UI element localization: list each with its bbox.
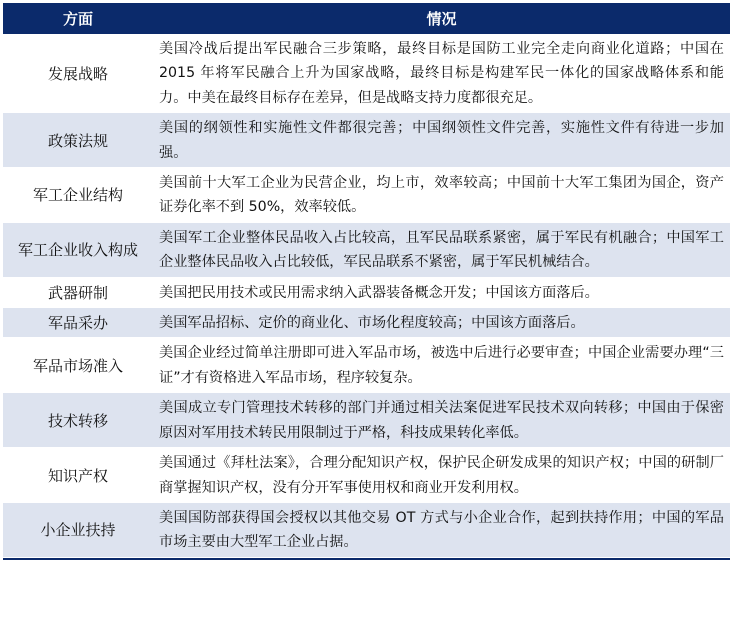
row-aspect: 军工企业收入构成 <box>17 241 138 260</box>
row-detail: 美国企业经过简单注册即可进入军品市场，被选中后进行必要审查；中国企业需要办理“三证”才有资格进入军品市场，程序较复杂。 <box>159 345 724 386</box>
row-aspect: 军品市场准入 <box>32 356 123 375</box>
row-detail: 美国军工企业整体民品收入占比较高，且军民品联系紧密，属于军民有机融合；中国军工企业整体民品收入占比较低，军民品联系不紧密，属于军民机械结合。 <box>159 229 724 271</box>
table-row <box>3 34 730 113</box>
table-row <box>3 278 730 308</box>
row-detail: 美国通过《拜杜法案》，合理分配知识产权，保护民企研发成果的知识产权；中国的研制厂商掌握知识产权，没有分开军事使用权和商业开发利用权。 <box>159 455 724 496</box>
row-aspect: 政策法规 <box>47 131 108 150</box>
row-detail: 美国冷战后提出军民融合三步策略，最终目标是国防工业完全走向商业化道路；中国在 2015 年将军民融合上升为国家战略，最终目标是构建军民一体化的国家战略体系和能力。中美在最终目标存在差异，但是战略支持力度都很充足。 <box>159 41 724 106</box>
row-detail: 美国前十大军工企业为民营企业，均上市，效率较高；中国前十大军工集团为国企，资产证券化率不到 50%，效率较低。 <box>159 175 724 216</box>
row-aspect: 发展战略 <box>47 64 108 83</box>
header-aspect: 方面 <box>62 10 93 28</box>
table-row <box>3 503 730 558</box>
row-aspect: 知识产权 <box>47 466 108 485</box>
header-situation: 情况 <box>426 10 457 28</box>
row-detail: 美国国防部获得国会授权以其他交易 OT 方式与小企业合作，起到扶持作用；中国的军品市场主要由大型军工企业占据。 <box>159 509 724 551</box>
table-row <box>3 113 730 168</box>
table-row <box>3 393 730 448</box>
row-detail: 美国成立专门管理技术转移的部门并通过相关法案促进军民技术双向转移；中国由于保密原因对军用技术转民用限制过于严格，科技成果转化率低。 <box>159 400 724 441</box>
table-row <box>3 308 730 338</box>
row-aspect: 军工企业结构 <box>32 186 123 205</box>
table-bottom-rule <box>3 558 730 560</box>
table-header <box>3 3 730 34</box>
table-row <box>3 448 730 503</box>
table-row <box>3 223 730 278</box>
comparison-table <box>3 3 730 560</box>
row-detail: 美国的纲领性和实施性文件都很完善；中国纲领性文件完善，实施性文件有待进一步加强。 <box>159 120 724 161</box>
row-detail: 美国军品招标、定价的商业化、市场化程度较高；中国该方面落后。 <box>159 315 585 332</box>
row-aspect: 武器研制 <box>47 283 108 302</box>
row-aspect: 技术转移 <box>47 411 108 430</box>
row-aspect: 小企业扶持 <box>40 521 116 540</box>
row-aspect: 军品采办 <box>47 314 108 333</box>
table-row <box>3 338 730 393</box>
row-detail: 美国把民用技术或民用需求纳入武器装备概念开发；中国该方面落后。 <box>159 284 599 301</box>
table-row <box>3 168 730 223</box>
